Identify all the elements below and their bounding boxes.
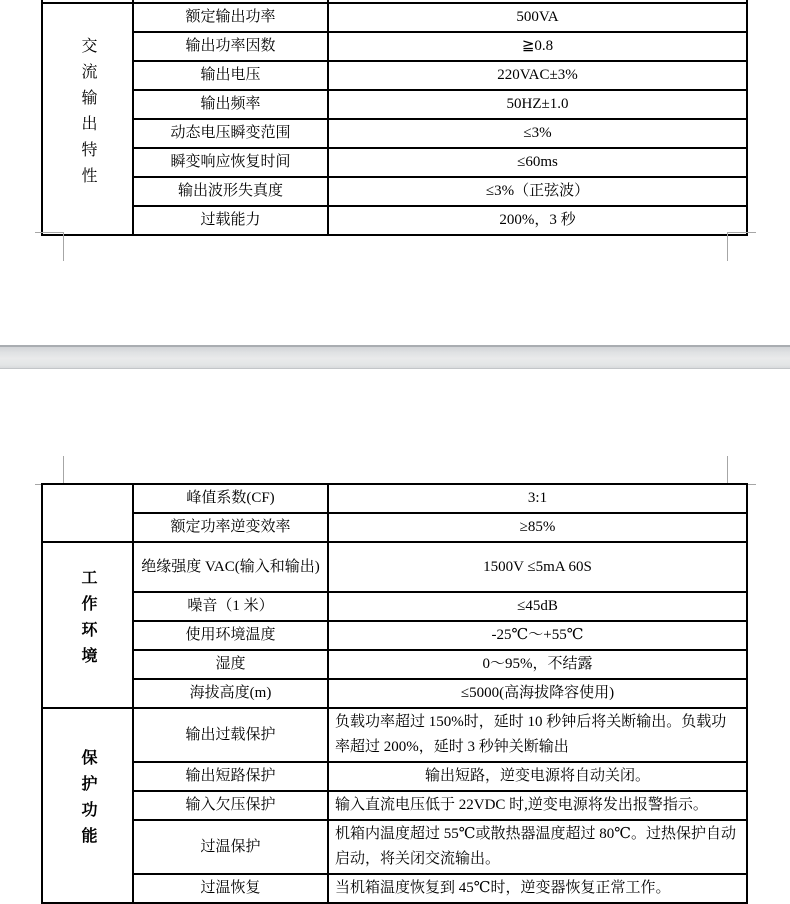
spec-param: 输入欠压保护: [133, 791, 328, 820]
section-label-cell: [42, 3, 133, 235]
spec-param: 过温恢复: [133, 874, 328, 903]
table-row: [42, 542, 747, 592]
table-row: [42, 650, 747, 679]
page-break-separator[interactable]: [0, 345, 790, 369]
section-label-cell: [42, 542, 133, 708]
spec-value: 50HZ±1.0: [328, 90, 747, 119]
spec-param: 动态电压瞬变范围: [133, 119, 328, 148]
spec-value: ≤3%: [328, 119, 747, 148]
table-row: [42, 177, 747, 206]
spec-param: 额定功率逆变效率: [133, 513, 328, 542]
spec-value: ≤5000(高海拔降容使用): [328, 679, 747, 708]
table-row: [42, 762, 747, 791]
spec-value: 1500V ≤5mA 60S: [328, 542, 747, 592]
spec-value: 输出短路，逆变电源将自动关闭。: [328, 762, 747, 791]
spec-param: 噪音（1 米）: [133, 592, 328, 621]
page-margin-mark: [35, 456, 64, 485]
spec-param: 瞬变响应恢复时间: [133, 148, 328, 177]
spec-value: ≥85%: [328, 513, 747, 542]
spec-param: 输出电压: [133, 61, 328, 90]
spec-value: -25℃～+55℃: [328, 621, 747, 650]
spec-value: 机箱内温度超过 55℃或散热器温度超过 80℃。过热保护自动启动，将关闭交流输出。: [328, 820, 747, 874]
section-label: 保护功能: [79, 749, 96, 853]
spec-param: 海拔高度(m): [133, 679, 328, 708]
page-margin-mark: [727, 232, 756, 261]
spec-param: 输出频率: [133, 90, 328, 119]
spec-value: 500VA: [328, 3, 747, 32]
ac-output-spec-table: [41, 0, 748, 236]
spec-param: 使用环境温度: [133, 621, 328, 650]
page-margin-mark: [35, 232, 64, 261]
section-label: 工作环境: [79, 568, 96, 673]
table-row: [42, 820, 747, 874]
spec-param: 额定输出功率: [133, 3, 328, 32]
table-row: [42, 61, 747, 90]
table-row: [42, 90, 747, 119]
section-label: 交流输出特性: [79, 36, 96, 193]
spec-param: 输出过载保护: [133, 708, 328, 762]
spec-value: 3:1: [328, 484, 747, 513]
table-row: [42, 148, 747, 177]
spec-value: 220VAC±3%: [328, 61, 747, 90]
spec-param: 绝缘强度 VAC(输入和输出): [133, 542, 328, 592]
table-row: [42, 708, 747, 762]
table-row: [42, 679, 747, 708]
spec-param: 过温保护: [133, 820, 328, 874]
table-row: [42, 206, 747, 235]
table-row: [42, 3, 747, 32]
table-row: [42, 513, 747, 542]
spec-value: 当机箱温度恢复到 45℃时，逆变器恢复正常工作。: [328, 874, 747, 903]
table-row: [42, 874, 747, 903]
spec-value: ≤45dB: [328, 592, 747, 621]
spec-value: ≤60ms: [328, 148, 747, 177]
table-row: [42, 484, 747, 513]
table-row: [42, 32, 747, 61]
section-label-cell-empty: [42, 484, 133, 542]
spec-value: 200%，3 秒: [328, 206, 747, 235]
table-row: [42, 621, 747, 650]
spec-param: 输出波形失真度: [133, 177, 328, 206]
spec-value: 0～95%，不结露: [328, 650, 747, 679]
spec-value: 输入直流电压低于 22VDC 时,逆变电源将发出报警指示。: [328, 791, 747, 820]
table-row: [42, 119, 747, 148]
table-row: [42, 592, 747, 621]
page-margin-mark: [727, 456, 756, 485]
spec-param: 过载能力: [133, 206, 328, 235]
spec-value: ≤3%（正弦波）: [328, 177, 747, 206]
table-row: [42, 791, 747, 820]
spec-param: 输出功率因数: [133, 32, 328, 61]
spec-param: 峰值系数(CF): [133, 484, 328, 513]
spec-param: 湿度: [133, 650, 328, 679]
spec-value: ≧0.8: [328, 32, 747, 61]
section-label-cell: [42, 708, 133, 903]
spec-param: 输出短路保护: [133, 762, 328, 791]
environment-protection-spec-table: [41, 483, 748, 904]
spec-value: 负载功率超过 150%时，延时 10 秒钟后将关断输出。负载功率超过 200%，延时 3 秒钟关断输出: [328, 708, 747, 762]
